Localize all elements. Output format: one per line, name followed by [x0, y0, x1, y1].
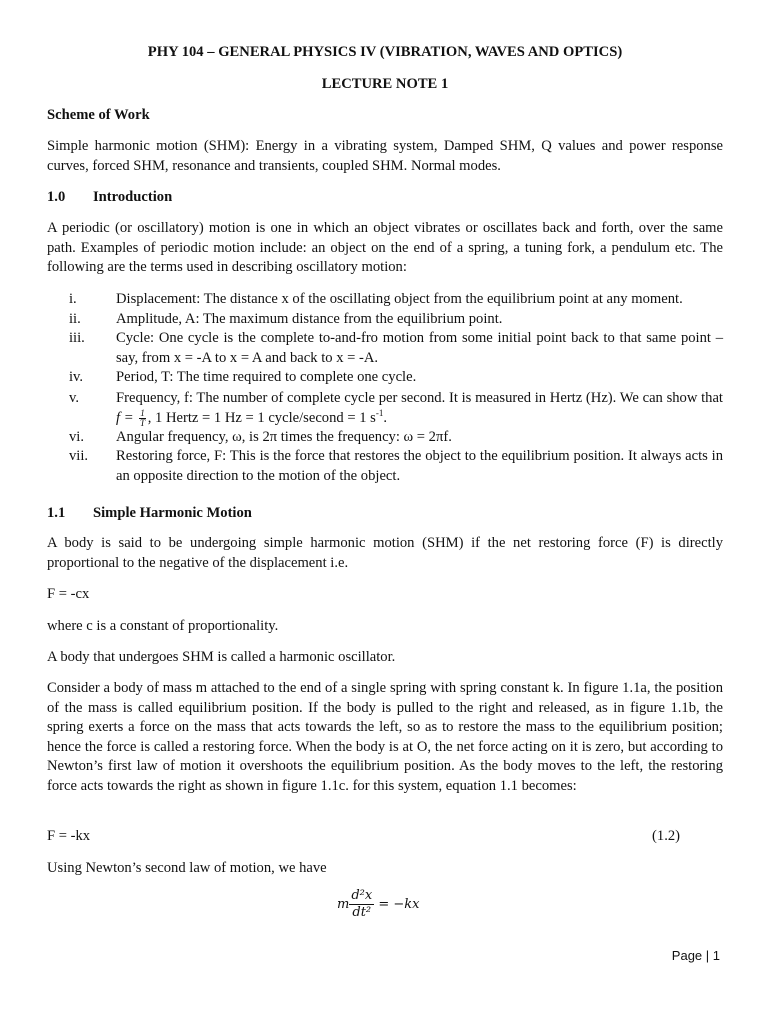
list-item: vi. Angular frequency, ω, is 2π times the frequency: ω = 2πf. — [69, 428, 452, 445]
shm-paragraph-3: A body that undergoes SHM is called a harmonic oscillator. — [47, 649, 396, 665]
second-derivative-fraction: $\frac{\text{d²x}}{\text{dt²}}$ — [351, 888, 373, 920]
course-title: PHY 104 – GENERAL PHYSICS IV (VIBRATION, WAVES AND OPTICS) — [147, 44, 623, 60]
page-number: Page | 1 — [671, 948, 720, 963]
equation-1-2: F = -kx (1.2) — [47, 827, 723, 847]
frequency-formula-lhs: f = — [116, 409, 134, 426]
scheme-heading: Scheme of Work — [47, 107, 150, 123]
terms-list — [47, 290, 723, 486]
lecture-title: LECTURE NOTE 1 — [321, 76, 449, 92]
intro-number: 1.0 — [47, 189, 66, 205]
list-item: iii. Cycle: One cycle is the complete to-and-fro motion from some initial point back to that same point – say, from x = -A to x = A and back to x = -A. — [69, 330, 723, 366]
frequency-fraction: $\frac{1}{T}$ — [139, 407, 145, 428]
newton-equation: m $\frac{\text{d²x}}{\text{dt²}}$ = −kx — [337, 888, 420, 920]
intro-heading — [47, 188, 172, 208]
shm-paragraph-4: Consider a body of mass m attached to the end of a single spring with spring constant k. In figure 1.1a, the position of the mass is called equilibrium position. If the body is pulled to the right and released, as in figure 1.1b, the spring exerts a force on the mass that acts towards the left, so as to restore the mass to the equilibrium position; hence the force is called a restoring force. When the body is at O, the net force acting on it is zero, but according to Newton’s first law of motion it overshoots the equilibrium position. As the body moves to the left, the restoring force acts towards the right as shown in figure 1.1c. for this system, equation 1.1 becomes: — [47, 680, 723, 794]
list-item: vii. Restoring force, F: This is the force that restores the object to the equilibrium position. It always acts in an opposite direction to the motion of the object. — [69, 448, 723, 484]
shm-paragraph-1: A body is said to be undergoing simple harmonic motion (SHM) if the net restoring force (F) is directly proportional to the negative of the displacement i.e. — [47, 535, 723, 571]
list-item: ii. Amplitude, A: The maximum distance from the equilibrium point. — [69, 310, 503, 327]
shm-heading — [47, 504, 252, 524]
intro-text: A periodic (or oscillatory) motion is one in which an object vibrates or oscillates back and forth, over the same path. Examples of periodic motion include: an object on the end of a spring, a tuning fork, a pendulum etc. The following are the terms used in describing oscillatory motion: — [47, 220, 723, 275]
shm-paragraph-2: where c is a constant of proportionality. — [47, 618, 279, 634]
document-page — [47, 0, 723, 1024]
scheme-text: Simple harmonic motion (SHM): Energy in a vibrating system, Damped SHM, Q values and power response curves, forced SHM, resonance and transients, coupled SHM. Normal modes. — [47, 138, 723, 174]
intro-title: Introduction — [93, 189, 173, 205]
list-item: iv. Period, T: The time required to complete one cycle. — [69, 369, 417, 385]
equation-number: (1.2) — [652, 828, 680, 844]
list-item: v. Frequency, f: The number of complete cycle per second. It is measured in Hertz (Hz). We can show that f = $\frac{1}{T}$ , 1 Hertz = 1 Hz = 1 cycle/second = 1 $s^{-1}$. — [69, 389, 723, 428]
shm-title: Simple Harmonic Motion — [93, 505, 252, 521]
shm-number: 1.1 — [47, 505, 66, 521]
list-item: i. Displacement: The distance x of the oscillating object from the equilibrium point at any moment. — [69, 291, 683, 307]
equation-1: F = -cx — [47, 586, 90, 602]
shm-paragraph-5: Using Newton’s second law of motion, we have — [47, 860, 327, 876]
